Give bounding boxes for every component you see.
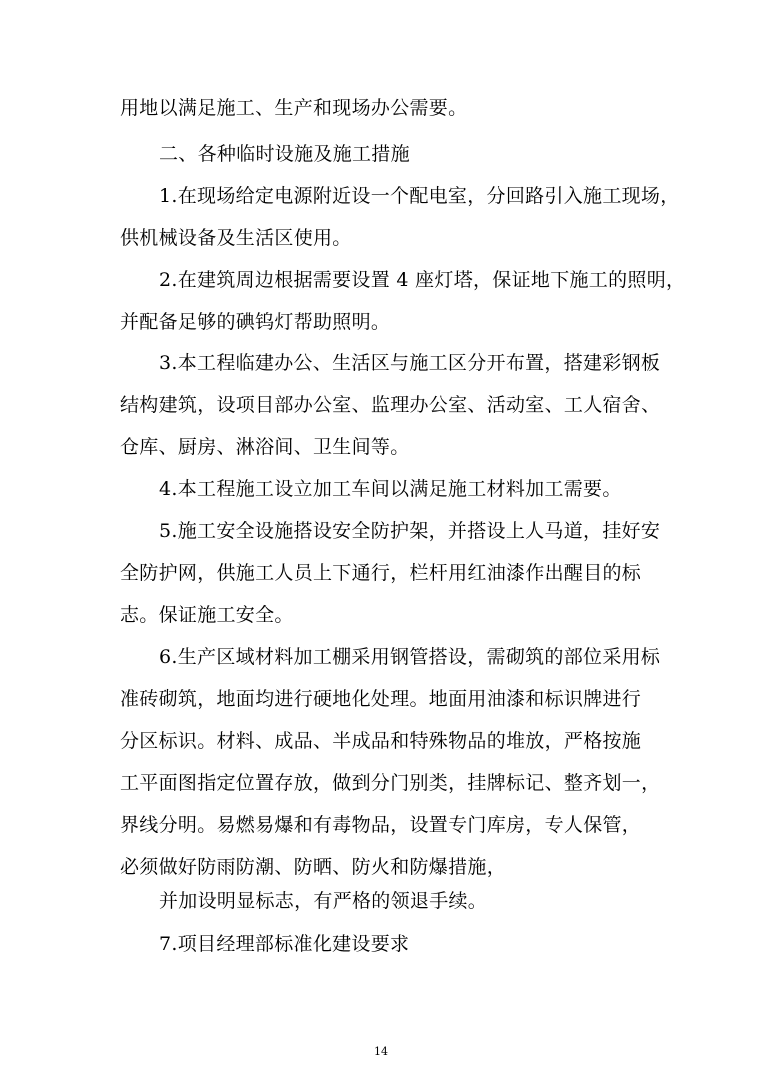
text-line: 7.项目经理部标准化建设要求	[159, 933, 410, 955]
text-line: 并加设明显标志，有严格的领退手续。	[159, 890, 488, 912]
section-heading: 二、各种临时设施及施工措施	[159, 143, 410, 165]
text-line: 3.本工程临建办公、生活区与施工区分开布置，搭建彩钢板	[159, 352, 661, 374]
text-line: 志。保证施工安全。	[120, 604, 294, 626]
text-line: 准砖砌筑，地面均进行硬地化处理。地面用油漆和标识牌进行	[120, 688, 642, 710]
text-line: 工平面图指定位置存放，做到分门别类，挂牌标记、整齐划一，	[120, 772, 661, 794]
page-number: 14	[374, 1045, 388, 1058]
text-line: 并配备足够的碘钨灯帮助照明。	[120, 311, 391, 333]
text-line: 全防护网，供施工人员上下通行，栏杆用红油漆作出醒目的标	[120, 562, 642, 584]
text-line: 2.在建筑周边根据需要设置 4 座灯塔，保证地下施工的照明，	[159, 269, 686, 291]
text-line: 仓库、厨房、淋浴间、卫生间等。	[120, 436, 410, 458]
text-line: 供机械设备及生活区使用。	[120, 227, 352, 249]
text-line: 1.在现场给定电源附近设一个配电室，分回路引入施工现场，	[159, 185, 680, 207]
text-line: 用地以满足施工、生产和现场办公需要。	[120, 97, 468, 119]
text-line: 必须做好防雨防潮、防晒、防火和防爆措施，	[120, 856, 507, 878]
text-line: 结构建筑，设项目部办公室、监理办公室、活动室、工人宿舍、	[120, 394, 661, 416]
text-line: 分区标识。材料、成品、半成品和特殊物品的堆放，严格按施	[120, 730, 642, 752]
text-line: 6.生产区域材料加工棚采用钢管搭设，需砌筑的部位采用标	[159, 646, 661, 668]
text-line: 5.施工安全设施搭设安全防护架，并搭设上人马道，挂好安	[159, 520, 661, 542]
text-line: 界线分明。易燃易爆和有毒物品，设置专门库房，专人保管，	[120, 814, 642, 836]
text-line: 4.本工程施工设立加工车间以满足施工材料加工需要。	[159, 478, 622, 500]
